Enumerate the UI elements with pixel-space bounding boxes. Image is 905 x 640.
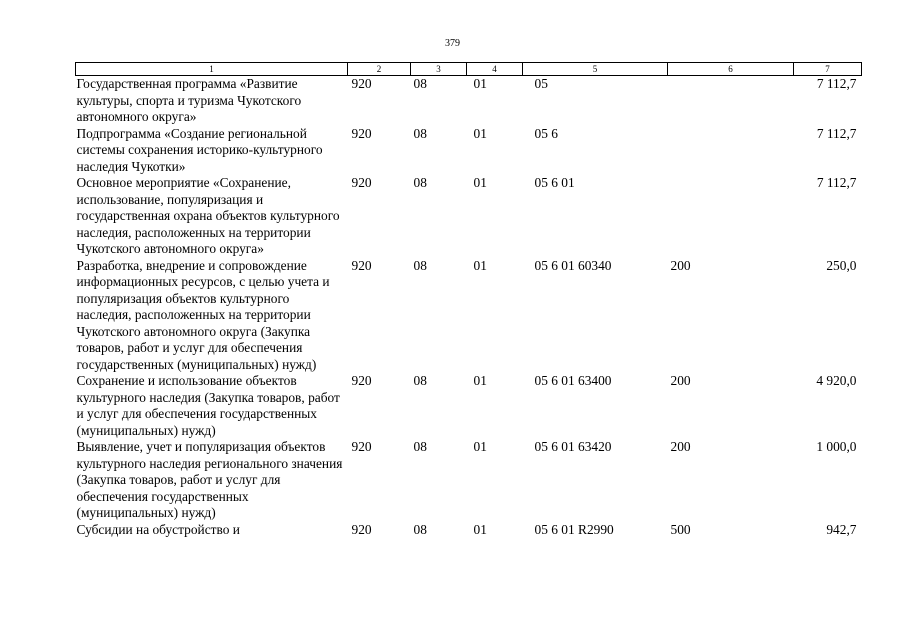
budget-table	[75, 62, 862, 538]
row-csr: 05 6 01 63400	[534, 373, 612, 388]
row-name: Сохранение и использование объектов культурного наследия (Закупка товаров, работ и услуг для обеспечения государственных (муниципальных) нужд)	[76, 373, 340, 438]
header-row	[76, 63, 862, 76]
row-rz: 08	[413, 175, 427, 190]
row-amount: 1 000,0	[816, 439, 857, 454]
row-amount: 7 112,7	[816, 175, 857, 190]
row-csr: 05 6 01 60340	[534, 257, 612, 273]
row-name: Основное мероприятие «Сохранение, использование, популяризация и государственная охрана объектов культурного наследия, расположенных на территории Чукотского автономного округа»	[76, 175, 340, 256]
row-pr: 01	[473, 175, 487, 190]
row-ved: 920	[351, 439, 372, 454]
row-pr: 01	[473, 125, 487, 141]
row-vr: 500	[670, 521, 691, 537]
row-pr: 01	[473, 76, 487, 91]
column-header-pr: 4	[467, 63, 523, 76]
table-row	[76, 76, 862, 126]
row-rz: 08	[413, 76, 427, 91]
row-vr: 200	[670, 439, 691, 454]
row-pr: 01	[473, 257, 487, 273]
page-number: 379	[445, 38, 460, 49]
row-rz: 08	[413, 439, 427, 454]
table-row	[76, 373, 862, 439]
row-rz: 08	[413, 257, 427, 273]
column-header-vr: 6	[668, 63, 794, 76]
row-csr: 05	[534, 76, 548, 91]
row-name: Государственная программа «Развитие культуры, спорта и туризма Чукотского автономного округа»	[76, 76, 302, 124]
column-header-rz: 3	[411, 63, 467, 76]
row-ved: 920	[351, 125, 372, 141]
row-rz: 08	[413, 521, 427, 537]
row-amount: 942,7	[826, 521, 857, 537]
table-row	[76, 126, 862, 176]
row-rz: 08	[413, 125, 427, 141]
table-row	[76, 258, 862, 374]
row-vr: 200	[670, 373, 691, 388]
row-vr	[668, 175, 794, 258]
row-amount: 4 920,0	[816, 373, 857, 388]
column-header-ved: 2	[348, 63, 411, 76]
row-name: Разработка, внедрение и сопровождение информационных ресурсов, с целью учета и популяризация объектов культурного наследия, расположенных на территории Чукотского автономного округа (Закупка товаров, работ и услуг для обеспечения государственных (муниципальных) нужд)	[76, 257, 330, 372]
row-vr	[668, 76, 794, 126]
row-vr: 200	[670, 257, 691, 273]
row-vr	[668, 126, 794, 176]
row-csr: 05 6 01 63420	[534, 439, 612, 454]
row-csr: 05 6 01	[534, 175, 575, 190]
table-header	[76, 63, 862, 76]
column-header-csr: 5	[523, 63, 668, 76]
row-name: Выявление, учет и популяризация объектов культурного наследия регионального значения (Закупка товаров, работ и услуг для обеспечения государственных (муниципальных) нужд)	[76, 439, 343, 520]
row-pr: 01	[473, 439, 487, 454]
row-ved: 920	[351, 521, 372, 537]
row-amount: 7 112,7	[816, 125, 857, 141]
row-ved: 920	[351, 175, 372, 190]
table-row	[76, 175, 862, 258]
row-amount: 250,0	[826, 257, 857, 273]
row-pr: 01	[473, 373, 487, 388]
table-row	[76, 522, 862, 539]
row-rz: 08	[413, 373, 427, 388]
row-ved: 920	[351, 76, 372, 91]
row-pr: 01	[473, 521, 487, 537]
table-body	[76, 76, 862, 539]
row-ved: 920	[351, 373, 372, 388]
column-header-name: 1	[76, 63, 348, 76]
row-csr: 05 6 01 R2990	[534, 521, 614, 537]
row-name: Субсидии на обустройство и	[76, 521, 240, 537]
row-csr: 05 6	[534, 125, 558, 141]
row-name: Подпрограмма «Создание региональной системы сохранения историко-культурного наследия Чукотки»	[76, 125, 323, 174]
row-amount: 7 112,7	[816, 76, 857, 91]
row-ved: 920	[351, 257, 372, 273]
column-header-amount: 7	[794, 63, 862, 76]
table-row	[76, 439, 862, 522]
